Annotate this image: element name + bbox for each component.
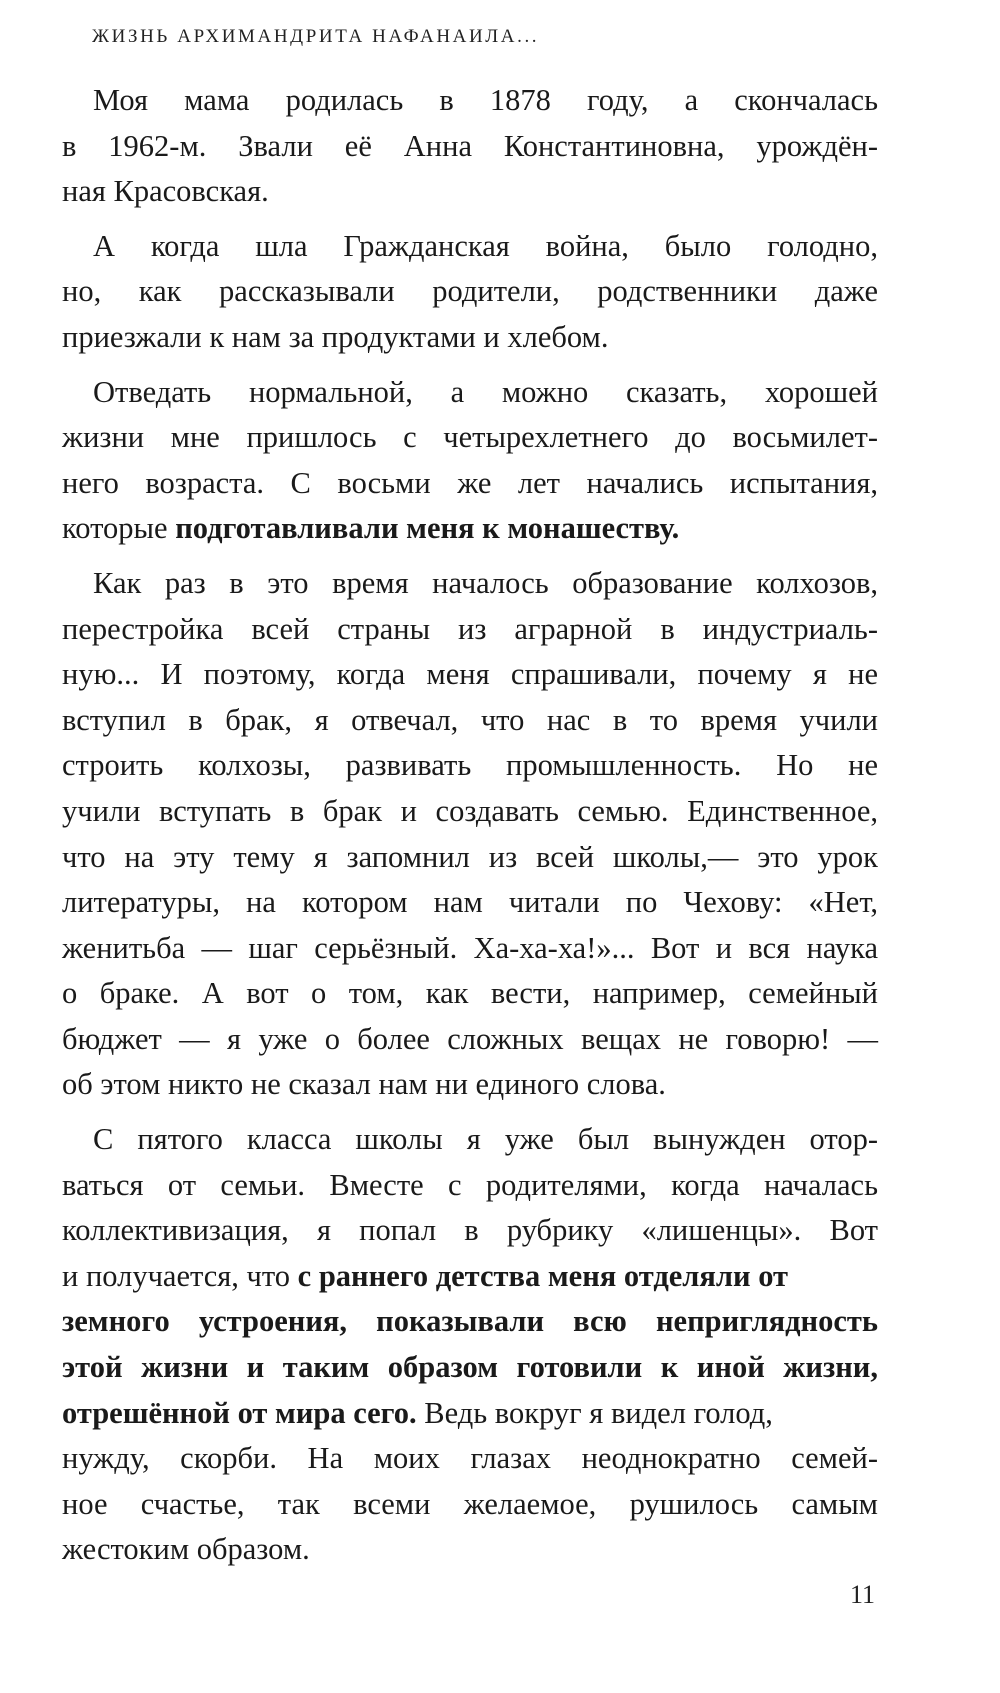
- paragraph-1-line-3: ная Красовская.: [62, 174, 269, 209]
- paragraph-5-line-6: этой жизни и таким образом готовили к иной жизни,: [62, 1350, 878, 1385]
- paragraph-2-line-1: А когда шла Гражданская война, было голодно,: [93, 228, 878, 263]
- paragraph-4-line-9: женитьба — шаг серьёзный. Ха-ха-ха!»... Вот и вся наука: [62, 930, 878, 965]
- paragraph-5-line-2: ваться от семьи. Вместе с родителями, когда началась: [62, 1167, 878, 1202]
- paragraph-5-line-1: С пятого класса школы я уже был вынужден отор-: [93, 1122, 878, 1157]
- paragraph-3-line-2: жизни мне пришлось с четырехлетнего до восьмилет-: [62, 420, 878, 455]
- paragraph-4-line-6: учили вступать в брак и создавать семью. Единственное,: [62, 793, 878, 828]
- paragraph-5-line-9: ное счастье, так всеми желаемое, рушилось самым: [62, 1486, 878, 1521]
- body-text: [62, 78, 878, 1573]
- paragraph-2-line-2: но, как рассказывали родители, родственники даже: [62, 274, 878, 309]
- paragraph-4-line-4: вступил в брак, я отвечал, что нас в то время учили: [62, 702, 878, 737]
- paragraph-4-line-10: о браке. А вот о том, как вести, например, семейный: [62, 976, 878, 1011]
- paragraph-3-line-1: Отведать нормальной, а можно сказать, хорошей: [93, 374, 878, 409]
- paragraph-5-line-10: жестоким образом.: [62, 1532, 310, 1567]
- paragraph-4-line-3: ную... И поэтому, когда меня спрашивали, почему я не: [62, 657, 878, 692]
- paragraph-5-line-8: нужду, скорби. На моих глазах неоднократно семей-: [62, 1441, 878, 1476]
- paragraph-4-line-11: бюджет — я уже о более сложных вещах не говорю! —: [62, 1021, 878, 1056]
- paragraph-5-line-7-emphasis: отрешённой от мира сего.: [62, 1395, 417, 1430]
- page-number: 11: [850, 1580, 876, 1609]
- paragraph-5-line-4-plain: и получается, что: [62, 1258, 298, 1293]
- paragraph-5-line-4: [62, 1254, 878, 1300]
- paragraph-5-line-7: [62, 1391, 878, 1437]
- paragraph-2-line-3: приезжали к нам за продуктами и хлебом.: [62, 319, 609, 354]
- paragraph-3-line-4-plain: которые: [62, 511, 176, 546]
- paragraph-5-line-4-emphasis: с раннего детства меня отделяли от: [297, 1258, 789, 1293]
- paragraph-3-emphasis: подготавливали меня к монашеству.: [175, 511, 680, 546]
- paragraph-4-line-2: перестройка всей страны из аграрной в индустриаль-: [62, 611, 878, 646]
- paragraph-4-line-5: строить колхозы, развивать промышленность. Но не: [62, 748, 878, 783]
- running-head: ЖИЗНЬ АРХИМАНДРИТА НАФАНАИЛА...: [92, 26, 540, 47]
- paragraph-3-line-4: [62, 506, 878, 552]
- paragraph-5-line-3: коллективизация, я попал в рубрику «лишенцы». Вот: [62, 1213, 878, 1248]
- paragraph-4-line-7: что на эту тему я запомнил из всей школы,— это урок: [62, 839, 878, 874]
- paragraph-4-line-12: об этом никто не сказал нам ни единого слова.: [62, 1067, 666, 1102]
- paragraph-1-line-2: в 1962-м. Звали её Анна Константиновна, урождён-: [62, 128, 878, 163]
- paragraph-4-line-8: литературы, на котором нам читали по Чехову: «Нет,: [62, 885, 878, 920]
- paragraph-5-line-7-plain: Ведь вокруг я видел голод,: [416, 1395, 773, 1430]
- paragraph-1-line-1: Моя мама родилась в 1878 году, а скончалась: [93, 83, 878, 117]
- paragraph-5-line-5: земного устроения, показывали всю неприглядность: [62, 1304, 878, 1339]
- paragraph-3-line-3: него возраста. С восьми же лет начались испытания,: [62, 465, 878, 500]
- paragraph-4-line-1: Как раз в это время началось образование колхозов,: [93, 565, 878, 600]
